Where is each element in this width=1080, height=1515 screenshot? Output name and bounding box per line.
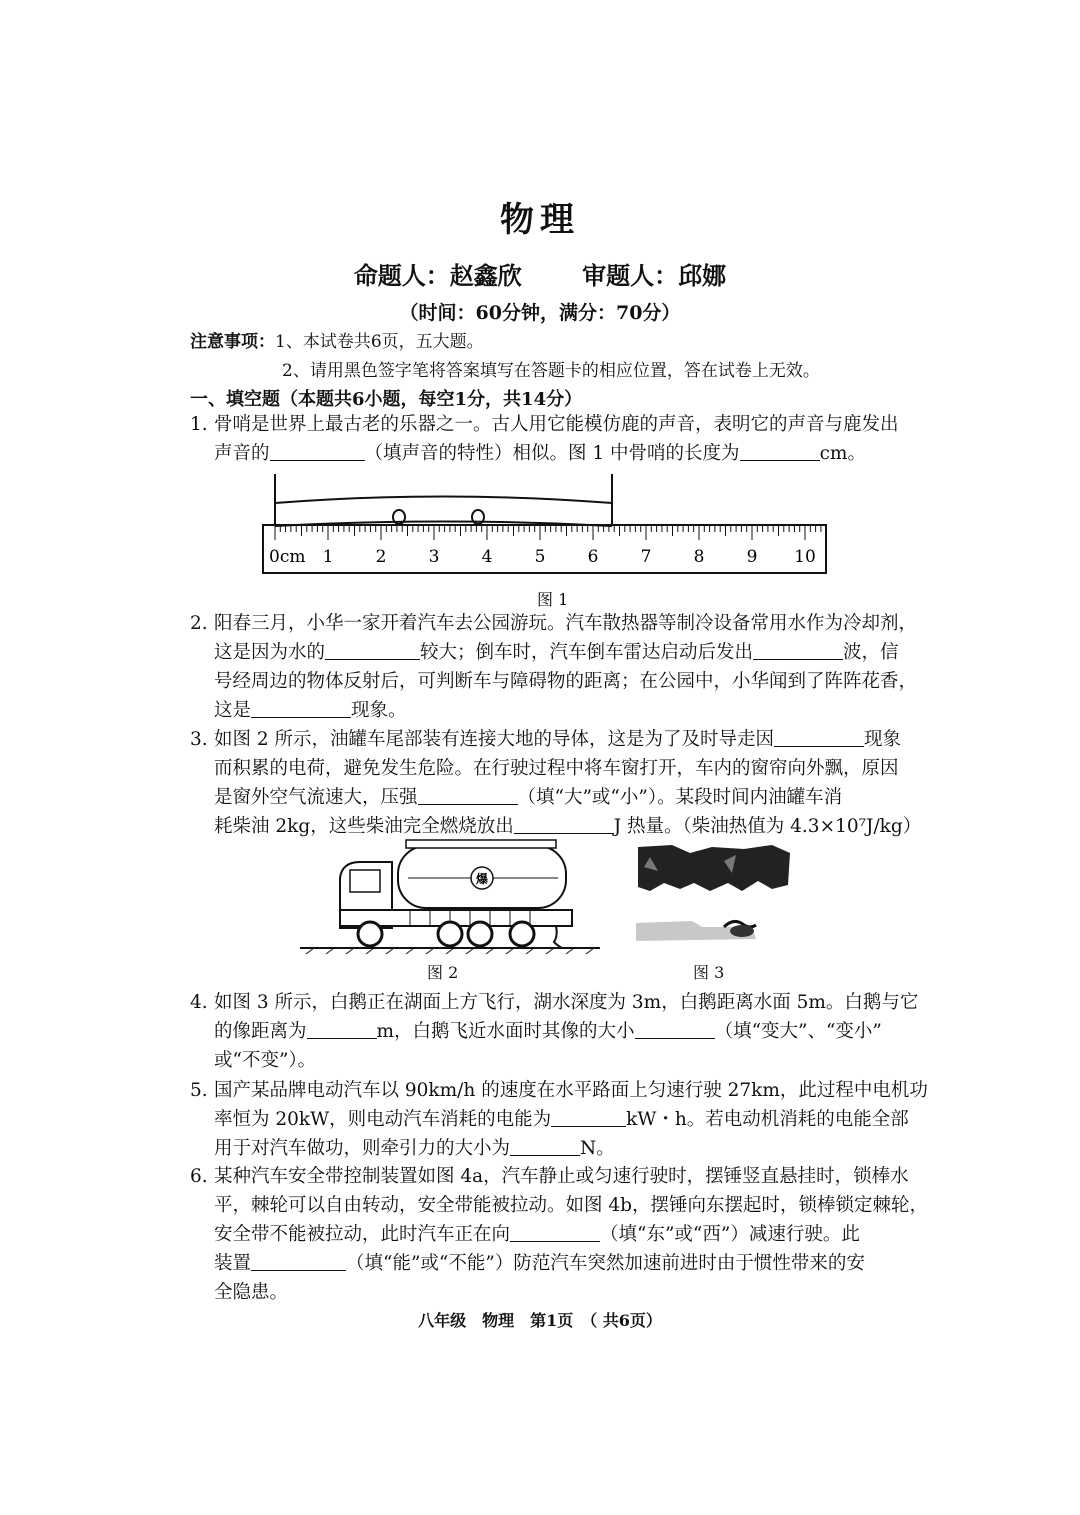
ruler-label: 5 — [534, 547, 546, 567]
notice-line-1 — [190, 327, 484, 352]
ruler-ticks — [275, 526, 821, 540]
ruler-labels — [269, 547, 816, 567]
question-text: 这是因为水的 — [214, 642, 326, 663]
hazard-label: 爆 — [475, 872, 489, 886]
question-text: 现象 — [864, 729, 902, 750]
question-5 — [190, 1076, 928, 1163]
notice-item-2: 2、请用黑色签字笔将答案填写在答题卡的相应位置，答在试卷上无效。 — [282, 361, 820, 381]
figure-1-caption: 图 1 — [537, 590, 569, 609]
question-text: 而积累的电荷，避免发生危险。在行驶过程中将车窗打开，车内的窗帘向外飘，原因 — [214, 758, 899, 779]
question-text: 国产某品牌电动汽车以 90km/h 的速度在水平路面上匀速行驶 27km，此过程中电机功 — [214, 1080, 928, 1101]
question-text: m，白鹅飞近水面时其像的大小 — [376, 1021, 635, 1042]
ruler-label: 0cm — [269, 547, 306, 567]
answer-blank[interactable] — [551, 1108, 626, 1127]
question-text: 较大；倒车时，汽车倒车雷达启动后发出 — [420, 642, 754, 663]
question-3 — [190, 725, 922, 841]
ruler-label: 10 — [794, 547, 816, 567]
question-text: 骨哨是世界上最古老的乐器之一。古人用它能模仿鹿的声音，表明它的声音与鹿发出 — [214, 414, 899, 435]
answer-blank[interactable] — [635, 1020, 715, 1039]
question-text: N。 — [580, 1138, 615, 1159]
question-text: （填“东”或“西”）减速行驶。此 — [600, 1224, 860, 1245]
answer-blank[interactable] — [510, 1223, 600, 1242]
notice-label: 注意事项： — [190, 332, 275, 352]
question-text: 装置 — [214, 1253, 252, 1274]
question-1 — [190, 410, 910, 468]
question-text: 波，信 — [843, 642, 899, 663]
answer-blank[interactable] — [270, 442, 365, 461]
authors-line — [0, 256, 1080, 291]
question-text: 耗柴油 2kg，这些柴油完全燃烧放出 — [214, 816, 514, 837]
figure-2-caption: 图 2 — [427, 963, 459, 982]
question-number: 6. — [190, 1166, 208, 1187]
notice-item-1: 1、本试卷共6页，五大题。 — [275, 332, 484, 352]
answer-blank[interactable] — [774, 728, 864, 747]
answer-blank[interactable] — [325, 641, 420, 660]
answer-blank[interactable] — [251, 699, 351, 718]
question-text: （填“大”或“小”）。某段时间内油罐车消 — [517, 787, 843, 808]
question-text: 如图 2 所示，油罐车尾部装有连接大地的导体，这是为了及时导走因 — [214, 729, 775, 750]
question-text: 或“不变”）。 — [214, 1050, 317, 1071]
figure-3-goose-photo — [632, 843, 792, 961]
section-heading: 一、填空题（本题共6小题，每空1分，共14分） — [190, 389, 583, 410]
question-text: 这是 — [214, 700, 252, 721]
question-text: 如图 3 所示，白鹅正在湖面上方飞行，湖水深度为 3m，白鹅距离水面 5m。白鹅与它 — [214, 992, 919, 1013]
ruler-label: 9 — [746, 547, 758, 567]
question-text: 某种汽车安全带控制装置如图 4a，汽车静止或匀速行驶时，摆锤竖直悬挂时，锁棒水 — [214, 1166, 909, 1187]
answer-blank[interactable] — [418, 786, 518, 805]
setter-name: 命题人：赵鑫欣 — [353, 261, 522, 290]
question-text: 现象。 — [351, 700, 407, 721]
question-number: 5. — [190, 1080, 208, 1101]
question-text: （填声音的特性）相似。图 1 中骨哨的长度为 — [364, 443, 740, 464]
figure-2-tanker-truck — [300, 838, 600, 956]
answer-blank[interactable] — [307, 1020, 377, 1039]
cab-window — [350, 870, 380, 892]
ruler-label: 6 — [587, 547, 599, 567]
question-text: 是窗外空气流速大，压强 — [214, 787, 418, 808]
page-footer: 八年级 物理 第1页 （ 共6页） — [418, 1311, 662, 1330]
figure-3-caption: 图 3 — [693, 963, 725, 982]
ruler-label: 3 — [428, 547, 440, 567]
question-text: 号经周边的物体反射后，可判断车与障碍物的距离；在公园中，小华闻到了阵阵花香， — [214, 671, 918, 692]
question-text: 声音的 — [214, 443, 270, 464]
question-text: 阳春三月，小华一家开着汽车去公园游玩。汽车散热器等制冷设备常用水作为冷却剂， — [214, 613, 918, 634]
ruler-label: 4 — [481, 547, 493, 567]
figure-1-ruler — [255, 470, 835, 580]
page-title: 物理 — [500, 200, 580, 240]
answer-blank[interactable] — [251, 1252, 346, 1271]
reviewer-name: 审题人：邱娜 — [582, 261, 727, 290]
whistle-top-edge — [275, 497, 612, 504]
ruler-label: 7 — [640, 547, 652, 567]
ruler-label: 1 — [322, 547, 334, 567]
question-text: （填“变大”、“变小” — [714, 1021, 882, 1042]
exam-meta: （时间：60分钟，满分：70分） — [399, 302, 681, 324]
goose-shadow — [730, 925, 754, 937]
tank-rail — [406, 840, 556, 848]
question-number: 3. — [190, 729, 208, 750]
question-number: 4. — [190, 992, 208, 1013]
question-text: 平，棘轮可以自由转动，安全带能被拉动。如图 4b，摆锤向东摆起时，锁棒锁定棘轮， — [214, 1195, 928, 1216]
answer-blank[interactable] — [753, 641, 843, 660]
question-text: 的像距离为 — [214, 1021, 307, 1042]
question-text: 率恒为 20kW，则电动汽车消耗的电能为 — [214, 1109, 552, 1130]
grounding-chain — [554, 926, 572, 948]
answer-blank[interactable] — [514, 815, 614, 834]
question-number: 1. — [190, 414, 208, 435]
dark-treeline — [638, 845, 790, 891]
question-text: 全隐患。 — [214, 1282, 289, 1303]
question-text: cm。 — [819, 443, 866, 464]
question-text: 安全带不能被拉动，此时汽车正在向 — [214, 1224, 511, 1245]
question-6 — [190, 1162, 928, 1307]
question-2 — [190, 609, 918, 725]
question-4 — [190, 988, 919, 1075]
question-text: J 热量。（柴油热值为 4.3×10⁷J/kg） — [613, 816, 922, 837]
answer-blank[interactable] — [740, 442, 820, 461]
ruler-label: 8 — [693, 547, 705, 567]
question-number: 2. — [190, 613, 208, 634]
question-text: （填“能”或“不能”）防范汽车突然加速前进时由于惯性带来的安 — [346, 1253, 865, 1274]
question-text: 用于对汽车做功，则牵引力的大小为 — [214, 1138, 511, 1159]
answer-blank[interactable] — [510, 1137, 580, 1156]
question-text: kW・h。若电动机消耗的电能全部 — [626, 1109, 909, 1130]
ruler-label: 2 — [375, 547, 387, 567]
